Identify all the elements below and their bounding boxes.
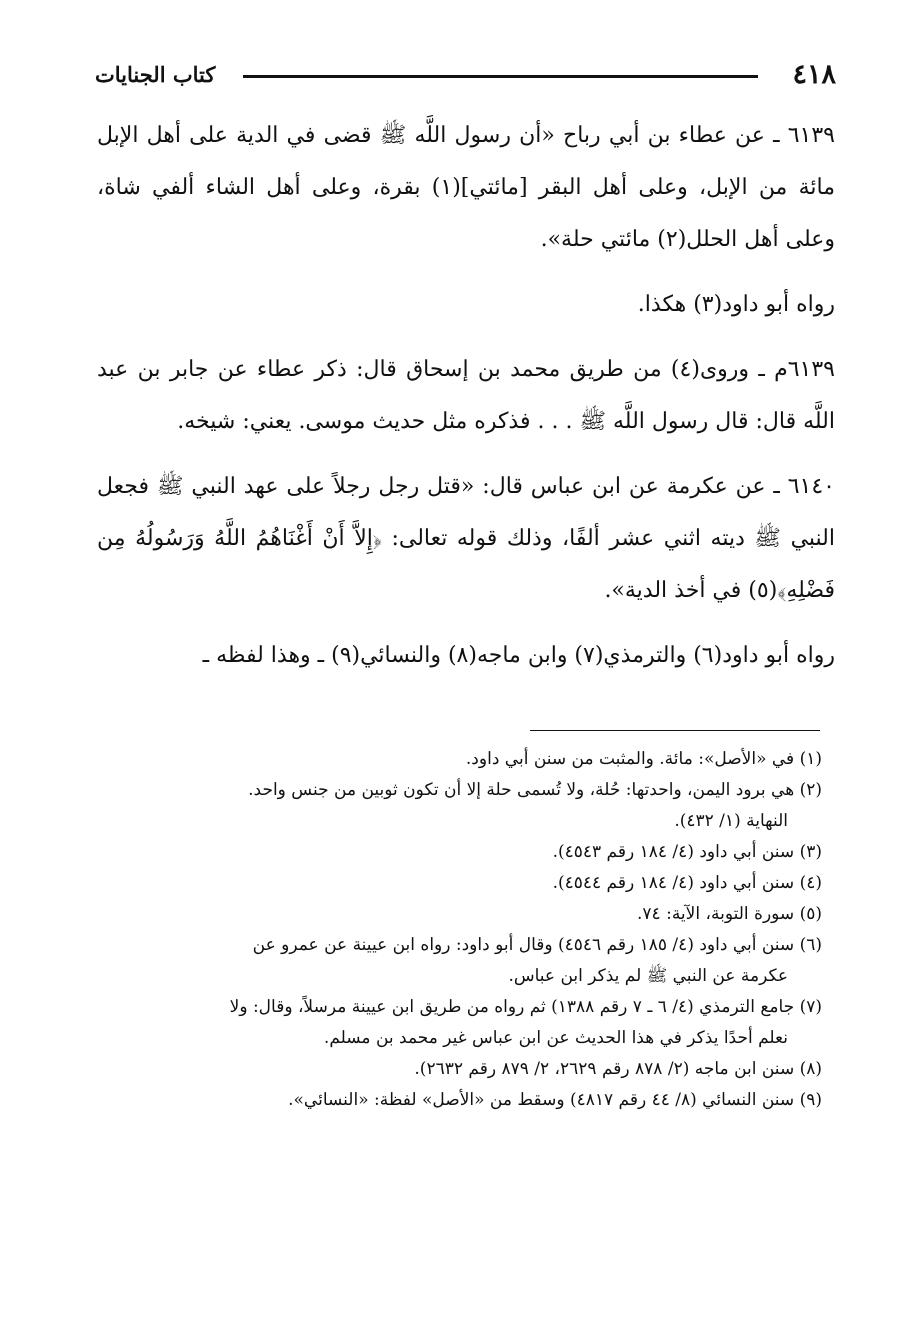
footnote-3: (٣) سنن أبي داود (٤/ ١٨٤ رقم ٤٥٤٣). xyxy=(552,842,822,862)
hadith-6139: ٦١٣٩ ـ عن عطاء بن أبي رباح «أن رسول اللَّه ﷺ قضى في الدية على أهل الإبل مائة من الإبل، وعلى أهل البقر [مائتي](١) بقرة، وعلى أهل الشاء ألفي شاة، وعلى أهل الحلل(٢) مائتي حلة». xyxy=(97,123,835,252)
footnote-6-continued: عكرمة عن النبي ﷺ لم يذكر ابن عباس. xyxy=(508,966,788,986)
footnote-6: (٦) سنن أبي داود (٤/ ١٨٥ رقم ٤٥٤٦) وقال أبو داود: رواه ابن عيينة عن عمرو عن xyxy=(252,935,822,955)
footnote-2-continued: النهاية (١/ ٤٣٢). xyxy=(674,811,788,831)
hadith-6140: ٦١٤٠ ـ عن عكرمة عن ابن عباس قال: «قتل رجل رجلاً على عهد النبي ﷺ فجعل النبي ﷺ ديته اثني عشر ألفًا، وذلك قوله تعالى: ﴿إِلاَّ أَنْ أَغْنَاهُمُ اللَّهُ وَرَسُولُهُ مِن فَضْلِهِ﴾(٥) في أخذ الدية». xyxy=(97,474,835,603)
main-text xyxy=(97,110,835,695)
footnote-4: (٤) سنن أبي داود (٤/ ١٨٤ رقم ٤٥٤٤). xyxy=(552,873,822,893)
footnote-8: (٨) سنن ابن ماجه (٢/ ٨٧٨ رقم ٢٦٢٩، ٢/ ٨٧٩ رقم ٢٦٣٢). xyxy=(414,1059,822,1079)
footnote-1: (١) في «الأصل»: مائة. والمثبت من سنن أبي داود. xyxy=(465,749,822,769)
footnote-5: (٥) سورة التوبة، الآية: ٧٤. xyxy=(637,904,822,924)
footnote-2: (٢) هي برود اليمن، واحدتها: حُلة، ولا تُسمى حلة إلا أن تكون ثوبين من جنس واحد. xyxy=(248,780,822,800)
page-header xyxy=(95,58,836,92)
header-rule xyxy=(243,75,758,78)
footnote-9: (٩) سنن النسائي (٨/ ٤٤ رقم ٤٨١٧) وسقط من «الأصل» لفظة: «النسائي». xyxy=(288,1090,822,1110)
footnote-separator xyxy=(530,730,820,731)
narration-note-6140: رواه أبو داود(٦) والترمذي(٧) وابن ماجه(٨) والنسائي(٩) ـ وهذا لفظه ـ xyxy=(202,643,835,668)
footnote-7-continued: نعلم أحدًا يذكر في هذا الحديث عن ابن عباس غير محمد بن مسلم. xyxy=(323,1028,788,1048)
hadith-6139m: ٦١٣٩م ـ وروى(٤) من طريق محمد بن إسحاق قال: ذكر عطاء عن جابر بن عبد اللَّه قال: قال رسول اللَّه ﷺ . . . فذكره مثل حديث موسى. يعني: شيخه. xyxy=(97,357,835,434)
page-number: ٤١٨ xyxy=(792,59,836,90)
footnotes xyxy=(97,744,822,1116)
narration-note-6139: رواه أبو داود(٣) هكذا. xyxy=(637,292,835,317)
footnote-7: (٧) جامع الترمذي (٤/ ٦ ـ ٧ رقم ١٣٨٨) ثم رواه من طريق ابن عيينة مرسلاً، وقال: ولا xyxy=(229,997,822,1017)
running-title: كتاب الجنايات xyxy=(95,62,216,87)
